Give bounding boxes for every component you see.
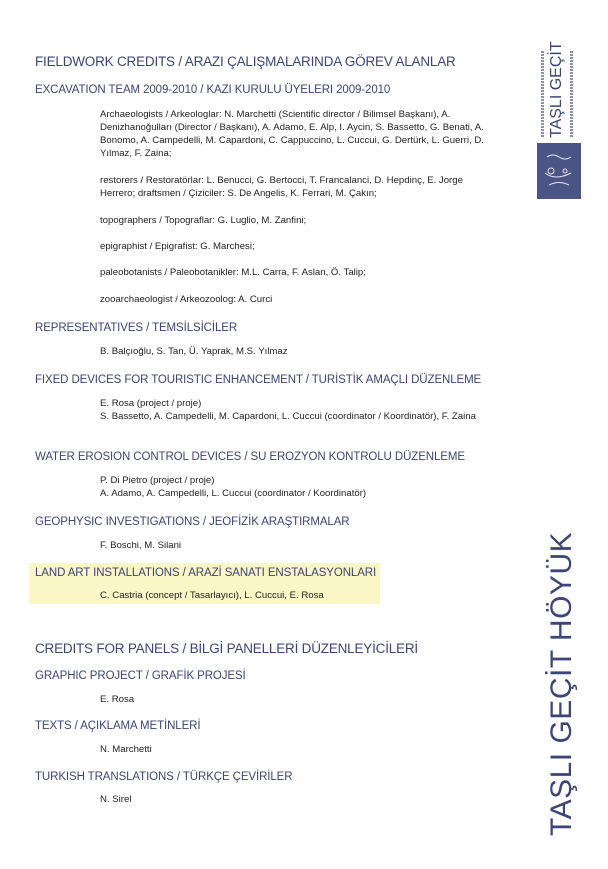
fieldwork-credits-heading: FIELDWORK CREDITS / ARAZI ÇALIŞMALARINDA GÖREV ALANLAR: [35, 54, 456, 69]
logo-fine-print-2: [570, 51, 573, 137]
ornament-icon: [537, 143, 581, 199]
excavation-paragraph-zooarchaeologist: zooarchaeologist / Arkeozoolog: A. Curci: [100, 294, 273, 305]
logo-emblem-panel: [537, 143, 581, 199]
excavation-paragraph-epigraphist: epigraphist / Epigrafist: G. Marchesi;: [100, 241, 255, 252]
texts-heading: TEXTS / AÇIKLAMA METİNLERİ: [35, 720, 201, 732]
credits-panels-heading: CREDITS FOR PANELS / BİLGİ PANELLERİ DÜZENLEYİCİLERİ: [35, 641, 418, 656]
excavation-paragraph-topographers: topographers / Topograflar: G. Luglio, M. Zanfini;: [100, 215, 307, 226]
land-art-text: C. Castria (concept / Tasarlayıcı), L. Cuccui, E. Rosa: [100, 590, 324, 601]
water-erosion-project: P. Di Pietro (project / proje): [100, 475, 215, 486]
excavation-paragraph-paleobotanists: paleobotanists / Paleobotanikler: M.L. Carra, F. Aslan, Ö. Talip;: [100, 267, 366, 278]
turkish-translations-text: N. Sirel: [100, 794, 132, 805]
land-art-heading: LAND ART INSTALLATIONS / ARAZİ SANATI ENSTALASYONLARI: [35, 567, 377, 579]
texts-text: N. Marchetti: [100, 744, 152, 755]
excavation-paragraph-archaeologists: Archaeologists / Arkeologlar: N. Marchetti (Scientific director / Bilimsel Başkanı), A. Denizhanoğulları (Director / Başkanı), A. Adamo, E. Alp, I. Aycin, S. Bassetto, G. Benati, A. Bonomo, A. Campedelli, M. Capardoni, C. Cappuccino, L. Cuccui, G. Dertürk, L. Guerri, D. Yılmaz, F. Zaina;: [100, 109, 484, 159]
water-erosion-team: A. Adamo, A. Campedelli, L. Cuccui (coordinator / Koordinatör): [100, 488, 367, 499]
water-erosion-heading: WATER EROSION CONTROL DEVICES / SU EROZYON KONTROLU DÜZENLEME: [35, 451, 465, 463]
logo-fine-print: [541, 51, 544, 137]
excavation-team-heading: EXCAVATION TEAM 2009-2010 / KAZI KURULU ÜYELERI 2009-2010: [35, 84, 391, 96]
fixed-devices-team: S. Bassetto, A. Campedelli, M. Capardoni, L. Cuccui (coordinator / Koordinatör), F. Zaina: [100, 411, 476, 422]
side-title: TAŞLI GEÇİT HÖYÜK: [545, 531, 578, 836]
graphic-project-heading: GRAPHIC PROJECT / GRAFİK PROJESİ: [35, 670, 246, 682]
turkish-translations-heading: TURKISH TRANSLATIONS / TÜRKÇE ÇEVİRİLER: [35, 771, 293, 783]
project-logo: [537, 41, 581, 199]
representatives-heading: REPRESENTATIVES / TEMSİLSİCİLER: [35, 322, 238, 334]
excavation-paragraph-restorers: restorers / Restoratörlar: L. Benucci, G. Bertocci, T. Francalanci, D. Hepdinç, E. Jorge Herrero; draftsmen / Çiziciler: S. De Angelis, K. Ferrari, M. Çakın;: [100, 175, 463, 199]
fixed-devices-heading: FIXED DEVICES FOR TOURISTIC ENHANCEMENT / TURİSTİK AMAÇLI DÜZENLEME: [35, 374, 482, 386]
graphic-project-text: E. Rosa: [100, 694, 135, 705]
geophysic-text: F. Boschi, M. Silani: [100, 540, 182, 551]
logo-text-area: [537, 41, 581, 141]
logo-title: TAŞLI GEÇİT: [548, 41, 565, 138]
geophysic-heading: GEOPHYSIC INVESTIGATIONS / JEOFİZİK ARAŞTIRMALAR: [35, 516, 350, 528]
fixed-devices-project: E. Rosa (project / proje): [100, 398, 202, 409]
representatives-text: B. Balçıoğlu, S. Tan, Ü. Yaprak, M.S. Yılmaz: [100, 346, 288, 357]
